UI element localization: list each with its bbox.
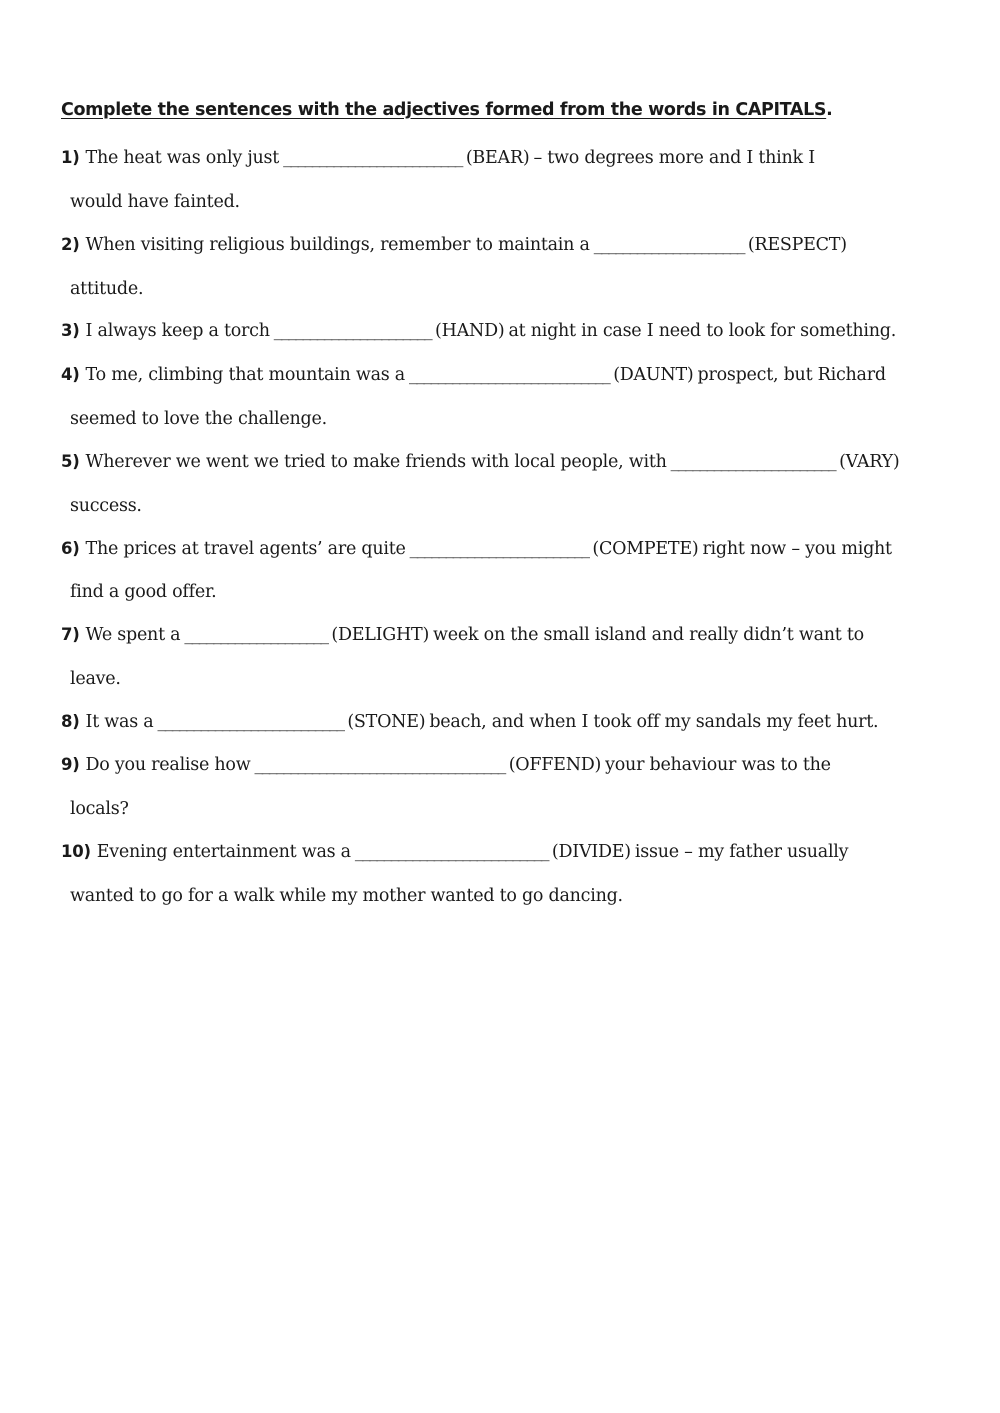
item-number: 10) [61,842,91,861]
item-7 [61,625,961,645]
item-8 [61,712,961,732]
answer-blank[interactable]: __________________________ [157,712,344,732]
sentence-start: Do you realise how [85,755,251,775]
base-word: (STONE) [347,712,426,732]
sentence-start: We spent a [85,625,181,645]
base-word: (RESPECT) [747,235,847,255]
base-word: (DAUNT) [613,365,694,385]
instructions-period: . [826,100,833,120]
sentence-end: prospect, but Richard [697,365,886,385]
item-10-continuation: wanted to go for a walk while my mother wanted to go dancing. [70,886,623,906]
sentence-end: week on the small island and really didn’t want to [433,625,864,645]
item-number: 4) [61,365,80,384]
item-1 [61,148,961,168]
item-5 [61,452,961,472]
sentence-end: your behaviour was to the [605,755,831,775]
answer-blank[interactable]: ____________________ [184,625,328,645]
answer-blank[interactable]: _____________________ [593,235,744,255]
sentence-end: issue – my father usually [634,842,849,862]
item-3 [61,321,961,341]
sentence-end: right now – you might [702,539,892,559]
sentence-start: When visiting religious buildings, remember to maintain a [85,235,590,255]
answer-blank[interactable]: ____________________________ [408,365,610,385]
answer-blank[interactable]: ______________________ [273,321,432,341]
item-2-continuation: attitude. [70,279,144,299]
sentence-start: Evening entertainment was a [96,842,351,862]
item-number: 9) [61,755,80,774]
base-word: (BEAR) [465,148,530,168]
item-number: 5) [61,452,80,471]
sentence-start: Wherever we went we tried to make friends with local people, with [85,452,667,472]
item-9 [61,755,961,775]
item-7-continuation: leave. [70,669,121,689]
base-word: (OFFEND) [508,755,602,775]
item-number: 3) [61,321,80,340]
base-word: (DIVIDE) [551,842,631,862]
item-9-continuation: locals? [70,799,129,819]
sentence-end: beach, and when I took off my sandals my feet hurt. [429,712,879,732]
answer-blank[interactable]: ___________________________________ [254,755,505,775]
sentence-start: The heat was only just [85,148,280,168]
answer-blank[interactable]: _________________________ [283,148,462,168]
base-word: (HAND) [435,321,505,341]
item-6 [61,539,961,559]
base-word: (DELIGHT) [331,625,430,645]
answer-blank[interactable]: _______________________ [670,452,836,472]
item-number: 2) [61,235,80,254]
item-2 [61,235,961,255]
sentence-end: at night in case I need to look for something. [508,321,897,341]
item-10 [61,842,961,862]
base-word: (VARY) [839,452,900,472]
item-6-continuation: find a good offer. [70,582,217,602]
answer-blank[interactable]: _________________________ [409,539,589,559]
instructions-text: Complete the sentences with the adjectives formed from the words in CAPITALS [61,100,827,120]
item-number: 8) [61,712,80,731]
sentence-start: The prices at travel agents’ are quite [85,539,406,559]
sentence-start: To me, climbing that mountain was a [85,365,405,385]
item-5-continuation: success. [70,496,142,516]
item-4 [61,365,961,385]
item-number: 6) [61,539,80,558]
sentence-end: – two degrees more and I think I [533,148,815,168]
answer-blank[interactable]: ___________________________ [354,842,548,862]
base-word: (COMPETE) [592,539,699,559]
instructions-heading [61,100,961,120]
sentence-start: It was a [85,712,154,732]
item-4-continuation: seemed to love the challenge. [70,409,327,429]
item-number: 7) [61,625,80,644]
item-1-continuation: would have fainted. [70,192,240,212]
sentence-start: I always keep a torch [85,321,270,341]
item-number: 1) [61,148,80,167]
